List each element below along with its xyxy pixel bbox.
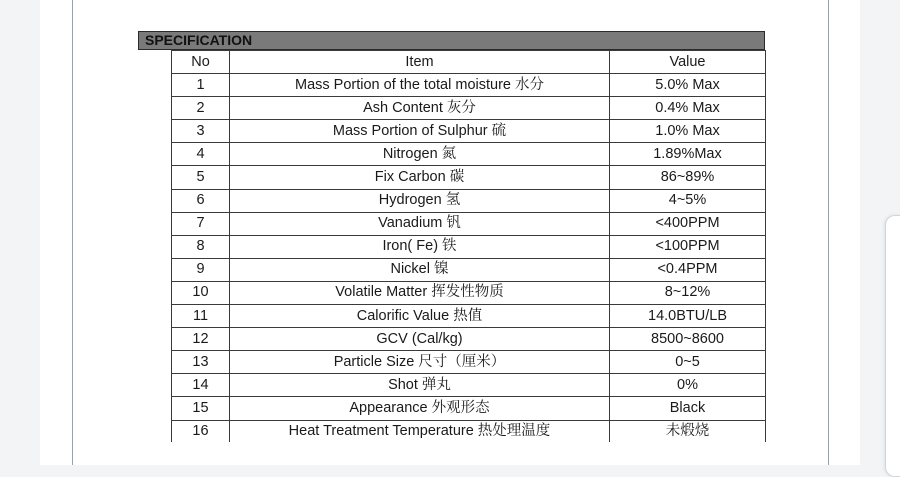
cell-item: Nitrogen 氮 xyxy=(230,143,610,166)
cell-value: <100PPM xyxy=(610,235,766,258)
table-row xyxy=(172,143,766,166)
cell-item: Mass Portion of Sulphur 硫 xyxy=(230,120,610,143)
table-row xyxy=(172,212,766,235)
cell-item: Ash Content 灰分 xyxy=(230,97,610,120)
cell-item: Particle Size 尺寸（厘米） xyxy=(230,351,610,374)
cell-item: Appearance 外观形态 xyxy=(230,397,610,420)
cell-no: 2 xyxy=(172,97,230,120)
table-row xyxy=(172,97,766,120)
cell-no: 7 xyxy=(172,212,230,235)
cell-no: 6 xyxy=(172,189,230,212)
cell-no: 15 xyxy=(172,397,230,420)
cell-value: 0% xyxy=(610,374,766,397)
cell-item: Iron( Fe) 铁 xyxy=(230,235,610,258)
cell-item: Fix Carbon 碳 xyxy=(230,166,610,189)
cell-value: 0~5 xyxy=(610,351,766,374)
table-row xyxy=(172,281,766,304)
cell-item: Shot 弹丸 xyxy=(230,374,610,397)
cell-value: 5.0% Max xyxy=(610,74,766,97)
cell-value: 8~12% xyxy=(610,281,766,304)
specification-table xyxy=(171,50,766,442)
specification-title: SPECIFICATION xyxy=(138,31,765,50)
table-row xyxy=(172,351,766,374)
table-row xyxy=(172,166,766,189)
cell-value: 未煅烧 xyxy=(610,420,766,442)
cell-no: 10 xyxy=(172,281,230,304)
table-row xyxy=(172,305,766,328)
cell-item: Volatile Matter 挥发性物质 xyxy=(230,281,610,304)
header-value: Value xyxy=(610,51,766,74)
table-row xyxy=(172,258,766,281)
cell-item: Vanadium 钒 xyxy=(230,212,610,235)
cell-value: 8500~8600 xyxy=(610,328,766,351)
table-row xyxy=(172,328,766,351)
table-body xyxy=(172,74,766,442)
cell-no: 13 xyxy=(172,351,230,374)
cell-no: 5 xyxy=(172,166,230,189)
cell-item: Nickel 镍 xyxy=(230,258,610,281)
cell-item: Hydrogen 氢 xyxy=(230,189,610,212)
header-item: Item xyxy=(230,51,610,74)
cell-item: Calorific Value 热值 xyxy=(230,305,610,328)
cell-no: 3 xyxy=(172,120,230,143)
cell-value: <400PPM xyxy=(610,212,766,235)
cell-value: 1.0% Max xyxy=(610,120,766,143)
table-row xyxy=(172,74,766,97)
table-row xyxy=(172,235,766,258)
cell-no: 4 xyxy=(172,143,230,166)
cell-value: 1.89%Max xyxy=(610,143,766,166)
cell-value: Black xyxy=(610,397,766,420)
cell-item: Mass Portion of the total moisture 水分 xyxy=(230,74,610,97)
cell-no: 14 xyxy=(172,374,230,397)
cell-item: GCV (Cal/kg) xyxy=(230,328,610,351)
cell-no: 12 xyxy=(172,328,230,351)
table-row xyxy=(172,420,766,442)
header-no: No xyxy=(172,51,230,74)
table-row xyxy=(172,189,766,212)
cell-value: 4~5% xyxy=(610,189,766,212)
table-row xyxy=(172,120,766,143)
cell-value: 0.4% Max xyxy=(610,97,766,120)
cell-value: <0.4PPM xyxy=(610,258,766,281)
table-row xyxy=(172,397,766,420)
cell-value: 14.0BTU/LB xyxy=(610,305,766,328)
table-row xyxy=(172,374,766,397)
cell-no: 16 xyxy=(172,420,230,442)
cell-no: 11 xyxy=(172,305,230,328)
cell-no: 1 xyxy=(172,74,230,97)
table-header-row xyxy=(172,51,766,74)
cell-no: 8 xyxy=(172,235,230,258)
cell-no: 9 xyxy=(172,258,230,281)
cell-item: Heat Treatment Temperature 热处理温度 xyxy=(230,420,610,442)
cell-value: 86~89% xyxy=(610,166,766,189)
side-panel-tab[interactable] xyxy=(885,215,900,477)
